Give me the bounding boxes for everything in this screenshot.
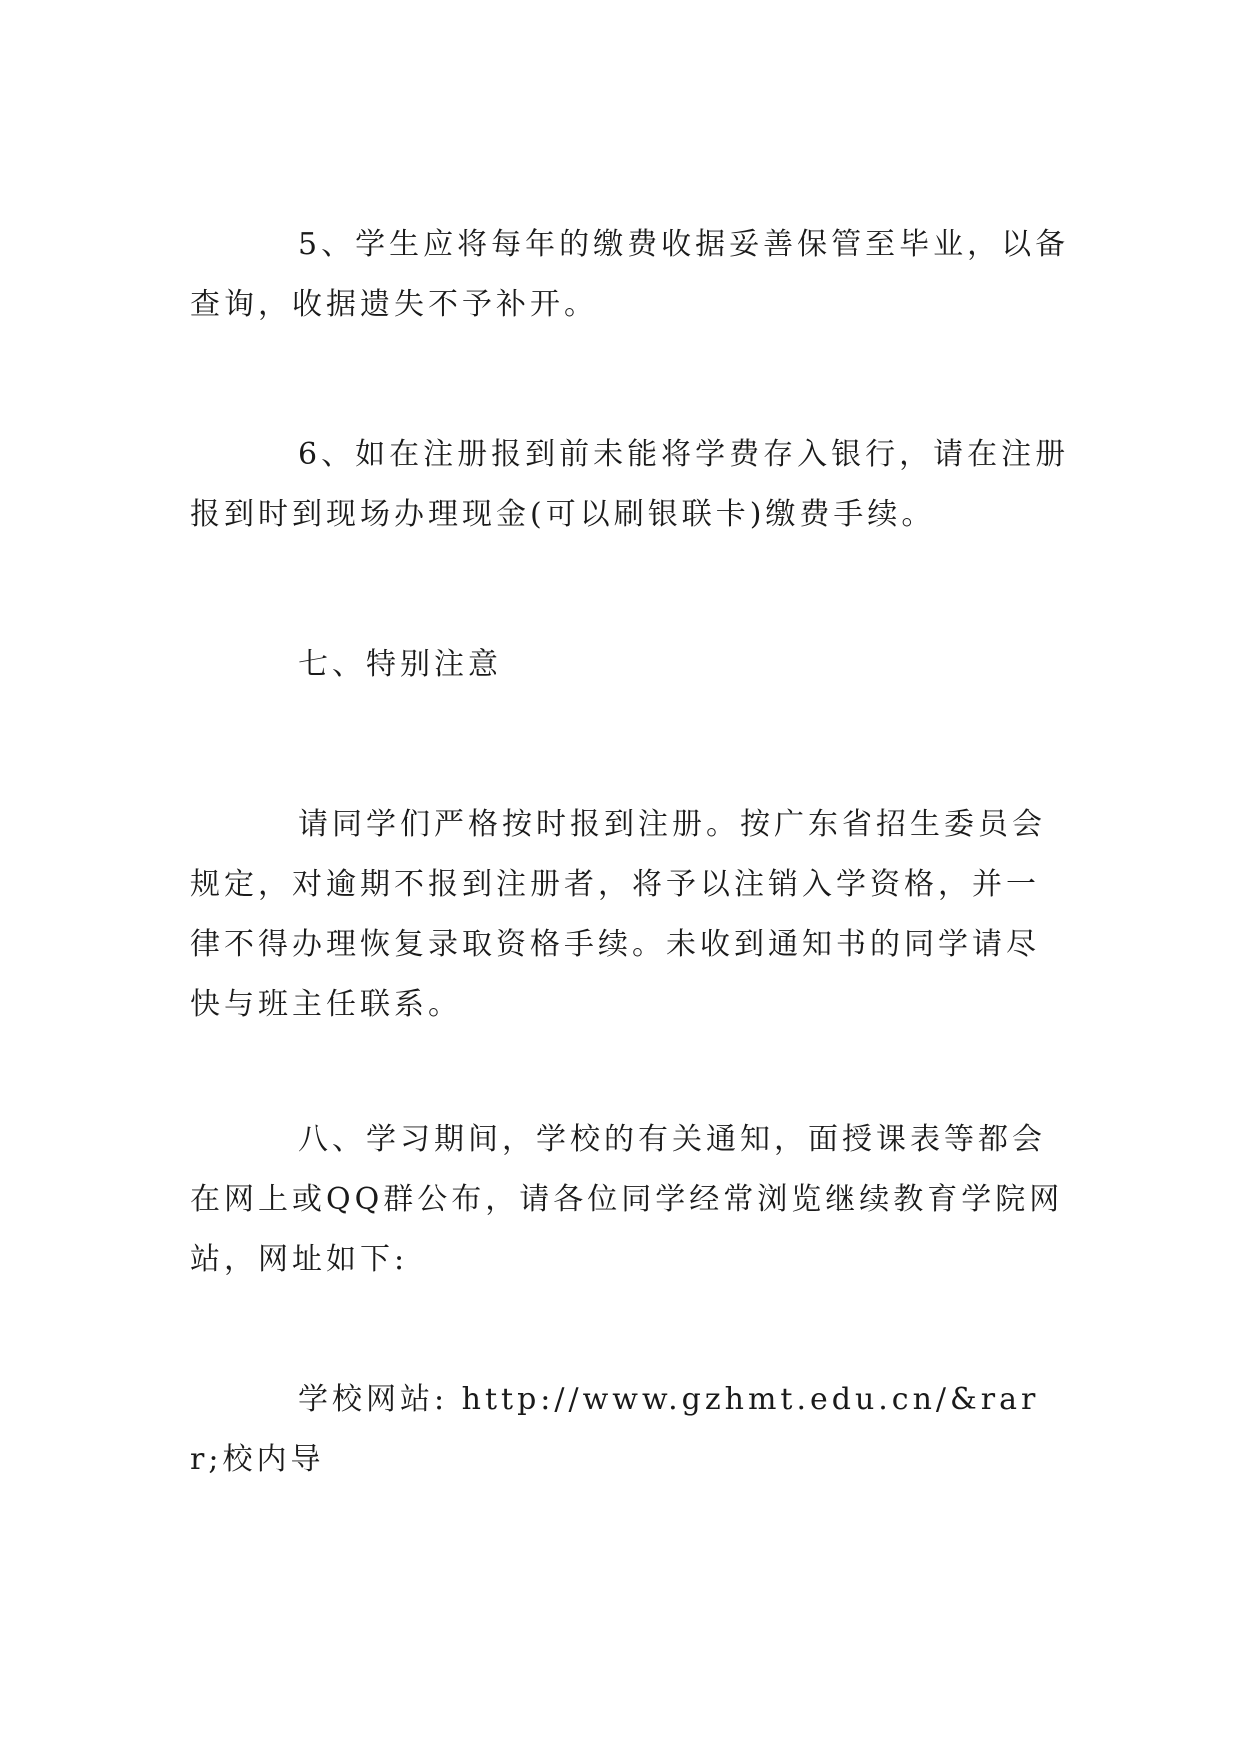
paragraph-registration-notice: 请同学们严格按时报到注册。按广东省招生委员会规定，对逾期不报到注册者，将予以注销入学资格，并一律不得办理恢复录取资格手续。未收到通知书的同学请尽快与班主任联系。	[190, 807, 1046, 1022]
paragraph-school-website: 学校网站: http://www.gzhmt.edu.cn/&rarr;校内导	[190, 1382, 1040, 1477]
paragraph-study-notice: 八、学习期间，学校的有关通知，面授课表等都会在网上或QQ群公布，请各位同学经常浏览继续教育学院网站，网址如下:	[190, 1122, 1064, 1277]
paragraph-cash-payment: 6、如在注册报到前未能将学费存入银行，请在注册报到时到现场办理现金(可以刷银联卡)缴费手续。	[190, 437, 1070, 532]
paragraph-fee-receipts: 5、学生应将每年的缴费收据妥善保管至毕业，以备查询，收据遗失不予补开。	[190, 227, 1070, 322]
section-heading-special-notice: 七、特别注意	[298, 647, 502, 682]
